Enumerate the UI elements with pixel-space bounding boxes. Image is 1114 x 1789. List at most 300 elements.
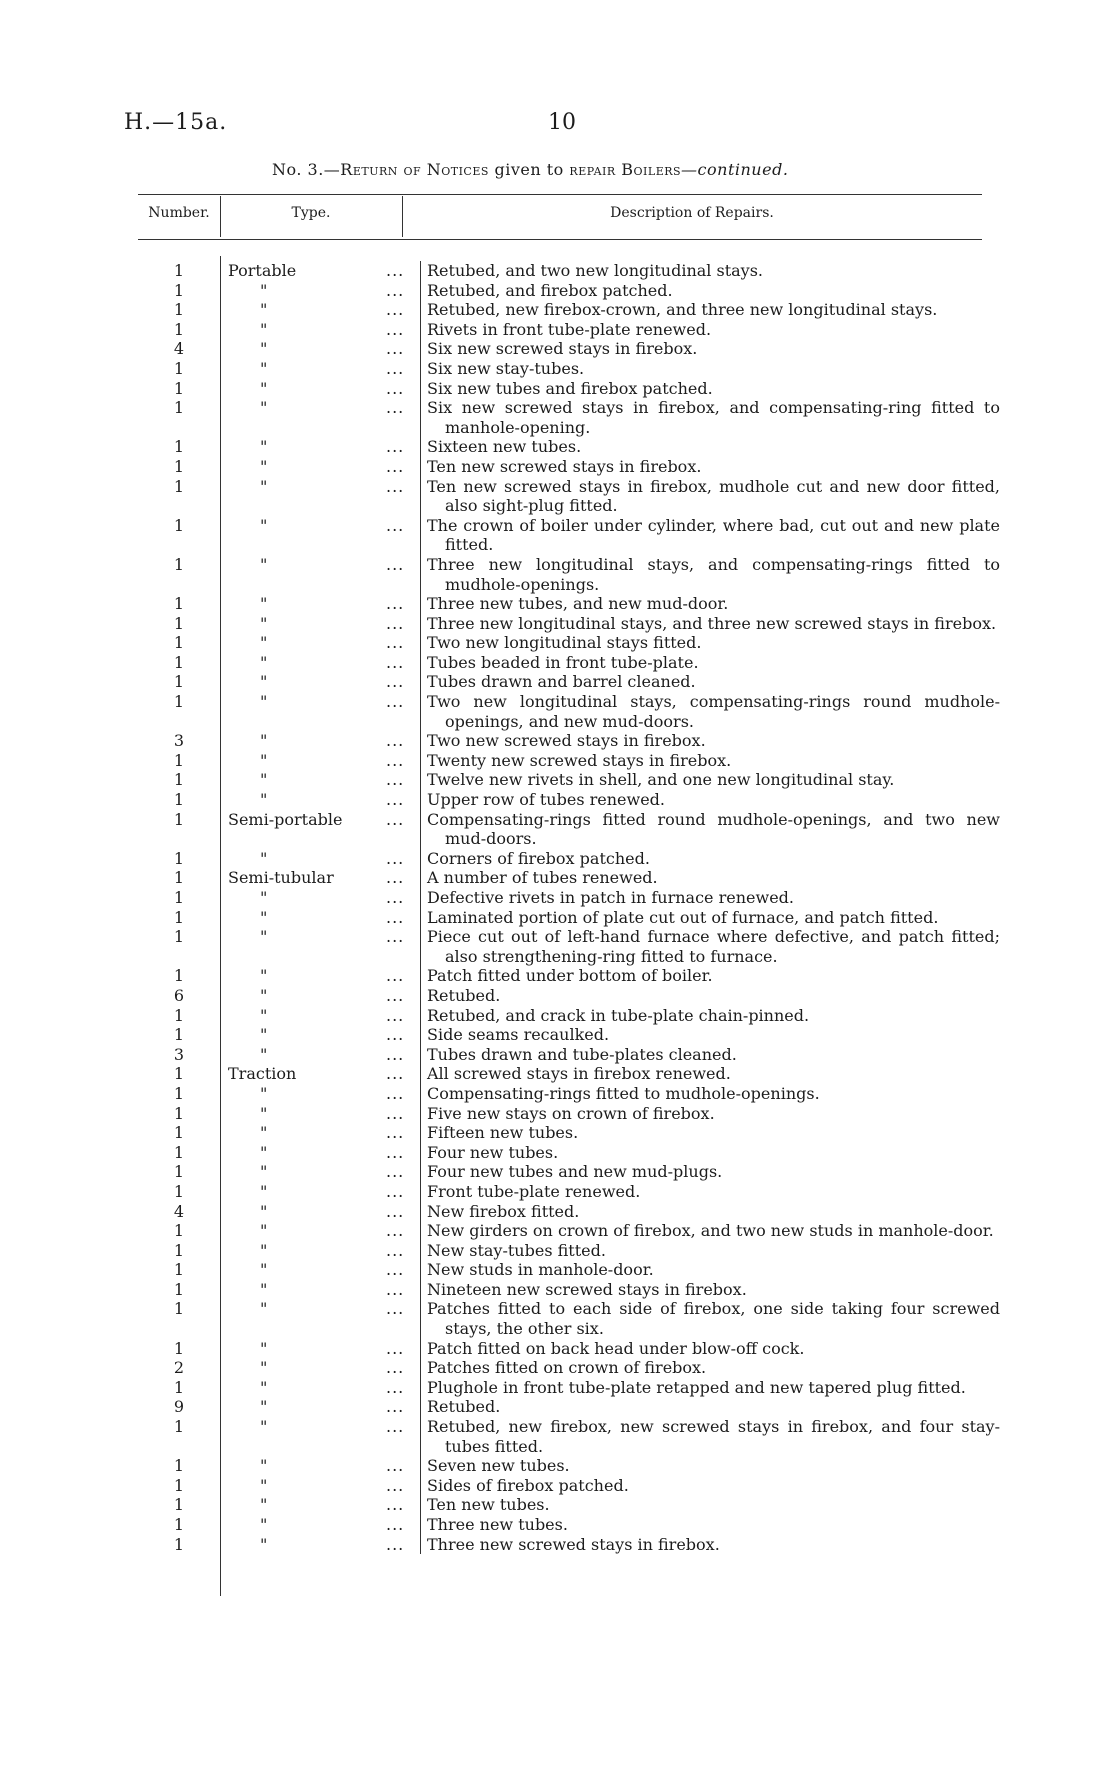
leader-dots: ... xyxy=(386,1417,405,1437)
row-number: 1 xyxy=(173,1534,185,1554)
row-number: 1 xyxy=(173,554,185,574)
row-type xyxy=(220,1397,386,1417)
row-type-text: " xyxy=(260,1025,268,1045)
row-type-text: " xyxy=(260,1475,268,1495)
row-type xyxy=(220,1515,386,1535)
row-description: Seven new tubes. xyxy=(420,1456,1000,1476)
table-row xyxy=(138,1084,998,1104)
leader-dots: ... xyxy=(386,692,405,712)
row-type-text: " xyxy=(260,1338,268,1358)
table-row xyxy=(138,1064,998,1084)
table-row xyxy=(138,1182,998,1202)
row-type xyxy=(220,751,386,771)
row-number: 1 xyxy=(173,770,185,790)
table-row xyxy=(138,751,998,771)
row-type xyxy=(220,1025,386,1045)
row-description: New girders on crown of firebox, and two new studs in manhole-door. xyxy=(420,1221,1000,1241)
table-row xyxy=(138,1358,998,1378)
row-type-text: " xyxy=(260,1005,268,1025)
leader-dots: ... xyxy=(386,1515,405,1534)
row-type xyxy=(220,1456,386,1476)
table-row xyxy=(138,1495,998,1515)
row-type-text: Portable xyxy=(228,261,297,280)
row-number: 1 xyxy=(173,1456,185,1476)
row-description: Defective rivets in patch in furnace renewed. xyxy=(420,888,1000,908)
row-type-text: " xyxy=(260,1417,268,1437)
table-row xyxy=(138,1162,998,1182)
table-row xyxy=(138,986,998,1006)
row-description: Ten new tubes. xyxy=(420,1495,1000,1515)
row-description: Sides of firebox patched. xyxy=(420,1476,1000,1496)
leader-dots: ... xyxy=(386,1221,405,1241)
row-description: Ten new screwed stays in firebox. xyxy=(420,457,1000,477)
leader-dots: ... xyxy=(386,633,405,653)
leader-dots: ... xyxy=(386,1142,405,1162)
row-type-text: Semi-portable xyxy=(228,809,343,829)
table-row xyxy=(138,653,998,673)
leader-dots: ... xyxy=(386,907,405,927)
title-word-1: Return of Notices xyxy=(340,160,489,179)
leader-dots: ... xyxy=(386,731,405,751)
row-number: 1 xyxy=(173,398,185,418)
row-number: 1 xyxy=(173,672,185,692)
row-type xyxy=(220,986,386,1006)
row-number: 1 xyxy=(173,868,185,888)
leader-dots: ... xyxy=(386,809,405,829)
title-suffix: —continued. xyxy=(681,160,789,179)
row-description: Rivets in front tube-plate renewed. xyxy=(420,320,1000,340)
row-description: Retubed, and crack in tube-plate chain-pinned. xyxy=(420,1006,1000,1026)
leader-dots: ... xyxy=(386,261,405,280)
table-row xyxy=(138,1339,998,1359)
row-description: Tubes beaded in front tube-plate. xyxy=(420,653,1000,673)
row-type-text: " xyxy=(260,1515,268,1534)
row-type-text: " xyxy=(260,613,268,633)
table-row xyxy=(138,1476,998,1496)
leader-dots: ... xyxy=(386,790,405,810)
row-description: New stay-tubes fitted. xyxy=(420,1241,1000,1261)
table-row xyxy=(138,1280,998,1300)
row-type xyxy=(220,1378,386,1398)
row-description: New studs in manhole-door. xyxy=(420,1260,1000,1280)
row-number: 1 xyxy=(173,1377,185,1397)
row-type-text: " xyxy=(260,1279,268,1299)
row-type xyxy=(220,810,386,849)
table-title xyxy=(272,160,892,179)
row-description: Three new longitudinal stays, and compensating-rings fitted to mudhole-openings. xyxy=(420,555,1000,594)
row-type xyxy=(220,1260,386,1280)
table-row xyxy=(138,1260,998,1280)
row-type-text: " xyxy=(260,1123,268,1143)
table-row xyxy=(138,1456,998,1476)
row-type xyxy=(220,790,386,810)
table-row xyxy=(138,437,998,457)
row-type xyxy=(220,888,386,908)
row-description: Nineteen new screwed stays in firebox. xyxy=(420,1280,1000,1300)
leader-dots: ... xyxy=(386,1358,405,1378)
row-type xyxy=(220,1495,386,1515)
row-description: Three new tubes. xyxy=(420,1515,1000,1535)
row-number: 1 xyxy=(173,1142,185,1162)
row-description: Three new tubes, and new mud-door. xyxy=(420,594,1000,614)
row-type xyxy=(220,770,386,790)
leader-dots: ... xyxy=(386,1475,405,1495)
row-type-text: " xyxy=(260,1495,268,1515)
table-row xyxy=(138,398,998,437)
leader-dots: ... xyxy=(386,613,405,633)
row-type-text: " xyxy=(260,985,268,1005)
row-number: 1 xyxy=(173,1299,185,1319)
table-row xyxy=(138,790,998,810)
table-row xyxy=(138,966,998,986)
leader-dots: ... xyxy=(386,554,405,574)
row-description: Side seams recaulked. xyxy=(420,1025,1000,1045)
row-type xyxy=(220,692,386,731)
row-type-text: " xyxy=(260,280,268,300)
leader-dots: ... xyxy=(386,770,405,790)
row-type xyxy=(220,1045,386,1065)
row-type xyxy=(220,1358,386,1378)
row-type xyxy=(220,868,386,888)
row-type-text: " xyxy=(260,456,268,476)
table-header-rule xyxy=(138,239,982,240)
table-row xyxy=(138,868,998,888)
table-row xyxy=(138,1123,998,1143)
row-number: 1 xyxy=(173,633,185,653)
row-type-text: " xyxy=(260,966,268,986)
row-type-text: " xyxy=(260,1397,268,1417)
row-description: Patch fitted on back head under blow-off cock. xyxy=(420,1339,1000,1359)
leader-dots: ... xyxy=(386,398,405,418)
leader-dots: ... xyxy=(386,868,405,888)
row-type xyxy=(220,1202,386,1222)
row-type xyxy=(220,1535,386,1555)
row-type-text: " xyxy=(260,672,268,692)
row-type-text: " xyxy=(260,1534,268,1554)
row-type xyxy=(220,437,386,457)
row-number: 3 xyxy=(173,1044,185,1064)
row-type-text: " xyxy=(260,594,268,614)
leader-dots: ... xyxy=(386,1201,405,1221)
leader-dots: ... xyxy=(386,927,405,947)
leader-dots: ... xyxy=(386,1240,405,1260)
row-number: 1 xyxy=(173,888,185,907)
row-number: 1 xyxy=(173,1162,185,1182)
row-type xyxy=(220,1182,386,1202)
row-description: Laminated portion of plate cut out of furnace, and patch fitted. xyxy=(420,908,1000,928)
table-row xyxy=(138,477,998,516)
row-type xyxy=(220,300,386,320)
row-description: New firebox fitted. xyxy=(420,1202,1000,1222)
row-number: 1 xyxy=(173,1515,185,1534)
table-row xyxy=(138,1299,998,1338)
table-row xyxy=(138,1104,998,1124)
row-number: 1 xyxy=(173,1260,185,1280)
table-row xyxy=(138,457,998,477)
row-number: 1 xyxy=(173,437,185,457)
row-type xyxy=(220,555,386,594)
row-description: Four new tubes and new mud-plugs. xyxy=(420,1162,1000,1182)
leader-dots: ... xyxy=(386,1005,405,1025)
row-number: 1 xyxy=(173,1221,185,1241)
table-row xyxy=(138,927,998,966)
row-number: 1 xyxy=(173,966,185,986)
leader-dots: ... xyxy=(386,437,405,457)
row-number: 1 xyxy=(173,1123,185,1143)
row-description: Patches fitted on crown of firebox. xyxy=(420,1358,1000,1378)
row-description: Patches fitted to each side of firebox, one side taking four screwed stays, the other six. xyxy=(420,1299,1000,1338)
leader-dots: ... xyxy=(386,456,405,476)
table-row xyxy=(138,908,998,928)
row-number: 1 xyxy=(173,515,185,535)
row-type-text: " xyxy=(260,1240,268,1260)
row-description: Upper row of tubes renewed. xyxy=(420,790,1000,810)
leader-dots: ... xyxy=(386,1181,405,1201)
row-type-text: " xyxy=(260,1083,268,1103)
table-row xyxy=(138,359,998,379)
row-type xyxy=(220,1299,386,1338)
row-number: 1 xyxy=(173,809,185,829)
table-row xyxy=(138,672,998,692)
column-header-description: Description of Repairs. xyxy=(610,205,774,221)
table-row xyxy=(138,1025,998,1045)
table-row xyxy=(138,1378,998,1398)
row-type xyxy=(220,457,386,477)
row-type xyxy=(220,1123,386,1143)
row-description: Tubes drawn and tube-plates cleaned. xyxy=(420,1045,1000,1065)
row-type xyxy=(220,1104,386,1124)
leader-dots: ... xyxy=(386,1377,405,1397)
row-type-text: " xyxy=(260,927,268,947)
row-type xyxy=(220,398,386,437)
row-type-text: " xyxy=(260,1221,268,1241)
row-type xyxy=(220,1162,386,1182)
row-type xyxy=(220,927,386,966)
leader-dots: ... xyxy=(386,339,405,359)
row-description: Retubed, new firebox, new screwed stays in firebox, and four stay-tubes fitted. xyxy=(420,1417,1000,1456)
row-description: Ten new screwed stays in firebox, mudhole cut and new door fitted, also sight-plug fitted. xyxy=(420,477,1000,516)
row-description: Three new longitudinal stays, and three new screwed stays in firebox. xyxy=(420,614,1000,634)
table-row xyxy=(138,1397,998,1417)
row-type xyxy=(220,339,386,359)
row-type-text: " xyxy=(260,1299,268,1319)
leader-dots: ... xyxy=(386,515,405,535)
row-description: Corners of firebox patched. xyxy=(420,849,1000,869)
table-row xyxy=(138,1006,998,1026)
row-number: 1 xyxy=(173,1083,185,1103)
row-number: 6 xyxy=(173,985,185,1005)
row-number: 1 xyxy=(173,280,185,300)
row-description: Plughole in front tube-plate retapped and new tapered plug fitted. xyxy=(420,1378,1000,1398)
row-type-text: " xyxy=(260,1162,268,1182)
title-mid: given to xyxy=(488,160,570,179)
leader-dots: ... xyxy=(386,1044,405,1064)
leader-dots: ... xyxy=(386,848,405,868)
row-type-text: " xyxy=(260,1358,268,1378)
row-type xyxy=(220,1339,386,1359)
row-type-text: " xyxy=(260,1103,268,1123)
row-number: 1 xyxy=(173,594,185,614)
leader-dots: ... xyxy=(386,476,405,496)
leader-dots: ... xyxy=(386,1103,405,1123)
row-description: Tubes drawn and barrel cleaned. xyxy=(420,672,1000,692)
leader-dots: ... xyxy=(386,1456,405,1476)
row-type xyxy=(220,1221,386,1241)
row-number: 1 xyxy=(173,1417,185,1437)
table-row xyxy=(138,1417,998,1456)
row-type-text: Traction xyxy=(228,1064,297,1084)
row-type-text: " xyxy=(260,888,268,907)
table-row xyxy=(138,281,998,301)
table-row xyxy=(138,614,998,634)
row-type-text: " xyxy=(260,1181,268,1201)
row-number: 1 xyxy=(173,378,185,398)
row-type-text: " xyxy=(260,1456,268,1476)
table-row xyxy=(138,633,998,653)
row-number: 1 xyxy=(173,1103,185,1123)
row-description: Two new longitudinal stays, compensating-rings round mudhole-openings, and new mud-doors. xyxy=(420,692,1000,731)
leader-dots: ... xyxy=(386,1123,405,1143)
row-number: 1 xyxy=(173,1064,185,1084)
row-description: Two new screwed stays in firebox. xyxy=(420,731,1000,751)
row-type xyxy=(220,516,386,555)
row-description: Twenty new screwed stays in firebox. xyxy=(420,751,1000,771)
row-description: The crown of boiler under cylinder, where bad, cut out and new plate fitted. xyxy=(420,516,1000,555)
row-number: 1 xyxy=(173,1005,185,1025)
table-row xyxy=(138,320,998,340)
page-number: 10 xyxy=(548,110,576,135)
row-type-text: " xyxy=(260,1201,268,1221)
row-description: Three new screwed stays in firebox. xyxy=(420,1535,1000,1555)
leader-dots: ... xyxy=(386,888,405,907)
row-number: 1 xyxy=(173,848,185,868)
table-row xyxy=(138,1045,998,1065)
row-number: 1 xyxy=(173,613,185,633)
row-type-text: " xyxy=(260,750,268,770)
leader-dots: ... xyxy=(386,750,405,770)
row-number: 1 xyxy=(173,790,185,810)
row-number: 1 xyxy=(173,1338,185,1358)
row-description: Six new tubes and firebox patched. xyxy=(420,379,1000,399)
table-row xyxy=(138,300,998,320)
row-description: Compensating-rings fitted round mudhole-openings, and two new mud-doors. xyxy=(420,810,1000,849)
leader-dots: ... xyxy=(386,1495,405,1515)
row-type-text: " xyxy=(260,300,268,320)
row-description: Twelve new rivets in shell, and one new longitudinal stay. xyxy=(420,770,1000,790)
row-number: 1 xyxy=(173,1025,185,1045)
leader-dots: ... xyxy=(386,1260,405,1280)
row-type xyxy=(220,1064,386,1084)
table-row xyxy=(138,555,998,594)
table-row xyxy=(138,379,998,399)
row-type-text: " xyxy=(260,907,268,927)
row-type xyxy=(220,1241,386,1261)
row-description: Compensating-rings fitted to mudhole-openings. xyxy=(420,1084,1000,1104)
leader-dots: ... xyxy=(386,1397,405,1417)
table-body xyxy=(138,261,998,1554)
table-row xyxy=(138,770,998,790)
row-type-text: " xyxy=(260,378,268,398)
row-type-text: " xyxy=(260,652,268,672)
row-number: 1 xyxy=(173,1475,185,1495)
row-type-text: " xyxy=(260,319,268,339)
row-number: 4 xyxy=(173,339,185,359)
row-type xyxy=(220,281,386,301)
row-type-text: " xyxy=(260,848,268,868)
row-number: 1 xyxy=(173,750,185,770)
row-type-text: " xyxy=(260,437,268,457)
table-row xyxy=(138,1515,998,1535)
row-number: 4 xyxy=(173,1201,185,1221)
row-description: Six new stay-tubes. xyxy=(420,359,1000,379)
row-type-text: " xyxy=(260,1260,268,1280)
row-type xyxy=(220,1417,386,1456)
document-reference: H.—15a. xyxy=(124,110,228,135)
row-description: Piece cut out of left-hand furnace where defective, and patch fitted; also strengthening-ring fitted to furnace. xyxy=(420,927,1000,966)
row-description: Four new tubes. xyxy=(420,1143,1000,1163)
table-row xyxy=(138,1143,998,1163)
table-top-rule xyxy=(138,194,982,195)
row-type-text: " xyxy=(260,790,268,810)
row-description: Sixteen new tubes. xyxy=(420,437,1000,457)
row-description: Retubed. xyxy=(420,986,1000,1006)
row-description: Five new stays on crown of firebox. xyxy=(420,1104,1000,1124)
row-type-text: Semi-tubular xyxy=(228,868,334,888)
row-type xyxy=(220,614,386,634)
row-number: 1 xyxy=(173,358,185,378)
column-header-type: Type. xyxy=(291,205,331,221)
row-description: All screwed stays in firebox renewed. xyxy=(420,1064,1000,1084)
row-type-text: " xyxy=(260,476,268,496)
row-type xyxy=(220,1006,386,1026)
row-number: 2 xyxy=(173,1358,185,1378)
leader-dots: ... xyxy=(386,594,405,614)
table-row xyxy=(138,888,998,908)
row-description: Fifteen new tubes. xyxy=(420,1123,1000,1143)
leader-dots: ... xyxy=(386,1083,405,1103)
leader-dots: ... xyxy=(386,1534,405,1554)
row-type xyxy=(220,1084,386,1104)
table-row xyxy=(138,339,998,359)
row-description: Retubed. xyxy=(420,1397,1000,1417)
row-type-text: " xyxy=(260,358,268,378)
table-row xyxy=(138,692,998,731)
row-number: 1 xyxy=(173,927,185,947)
leader-dots: ... xyxy=(386,1338,405,1358)
leader-dots: ... xyxy=(386,672,405,692)
table-row xyxy=(138,516,998,555)
row-description: Patch fitted under bottom of boiler. xyxy=(420,966,1000,986)
leader-dots: ... xyxy=(386,378,405,398)
leader-dots: ... xyxy=(386,652,405,672)
row-number: 1 xyxy=(173,1495,185,1515)
row-description: Two new longitudinal stays fitted. xyxy=(420,633,1000,653)
row-type xyxy=(220,966,386,986)
row-description: A number of tubes renewed. xyxy=(420,868,1000,888)
row-type-text: " xyxy=(260,339,268,359)
leader-dots: ... xyxy=(386,358,405,378)
row-type xyxy=(220,653,386,673)
row-number: 3 xyxy=(173,731,185,751)
row-number: 1 xyxy=(173,907,185,927)
table-row xyxy=(138,1221,998,1241)
row-type-text: " xyxy=(260,1377,268,1397)
table-row xyxy=(138,1241,998,1261)
row-type xyxy=(220,633,386,653)
row-type-text: " xyxy=(260,633,268,653)
row-type xyxy=(220,359,386,379)
row-type-text: " xyxy=(260,692,268,712)
